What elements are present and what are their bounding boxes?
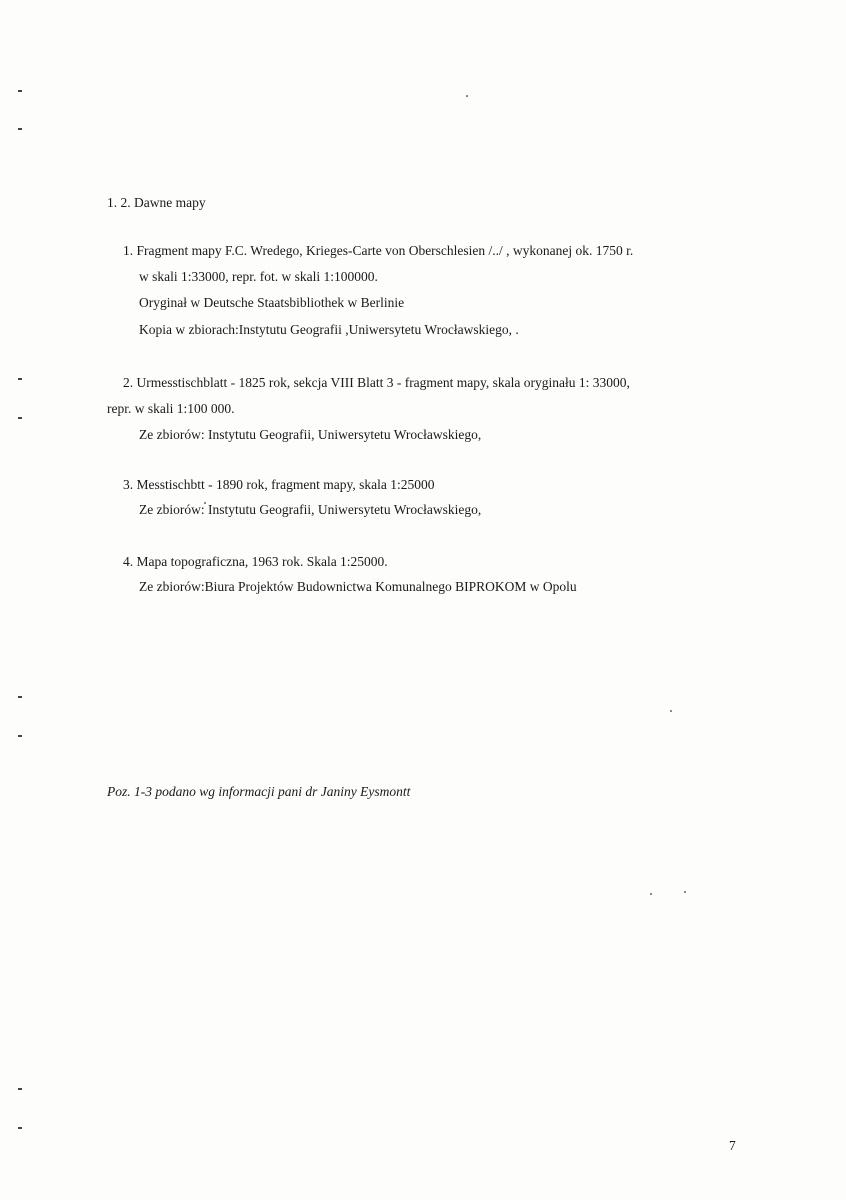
footnote: Poz. 1-3 podano wg informacji pani dr Janiny Eysmontt [107,784,411,799]
page-number: 7 [729,1138,736,1153]
item-line: 4. Mapa topograficzna, 1963 rok. Skala 1:25000. [123,554,388,569]
item-line: Ze zbiorów:Biura Projektów Budownictwa Komunalnego BIPROKOM w Opolu [139,579,577,594]
item-line: Ze zbiorów: Instytutu Geografii, Uniwersytetu Wrocławskiego, [139,427,482,442]
scan-speck [670,710,672,712]
scan-mark [18,378,22,380]
scan-mark [18,90,22,92]
scan-speck [650,893,652,895]
item-line: repr. w skali 1:100 000. [107,401,235,416]
item-line: 1. Fragment mapy F.C. Wredego, Krieges-Carte von Oberschlesien /../ , wykonanej ok. 1750 r. [123,243,634,258]
item-line: Ze zbiorów: Instytutu Geografii, Uniwersytetu Wrocławskiego, [139,502,482,517]
item-line: Kopia w zbiorach:Instytutu Geografii ,Uniwersytetu Wrocławskiego, . [139,322,519,337]
scan-mark [18,696,22,698]
item-line: 2. Urmesstischblatt - 1825 rok, sekcja VIII Blatt 3 - fragment mapy, skala oryginału 1: 33000, [123,375,630,390]
item-line: w skali 1:33000, repr. fot. w skali 1:100000. [139,269,378,284]
section-heading: 1. 2. Dawne mapy [107,195,206,210]
scan-mark [18,417,22,419]
scan-mark [18,1127,22,1129]
item-line: 3. Messtischbtt - 1890 rok, fragment mapy, skala 1:25000 [123,477,435,492]
scan-mark [18,735,22,737]
scan-speck [684,891,686,893]
scan-mark [18,128,22,130]
scan-speck [466,95,468,97]
scan-mark [18,1088,22,1090]
item-line: Oryginał w Deutsche Staatsbibliothek w Berlinie [139,295,405,310]
